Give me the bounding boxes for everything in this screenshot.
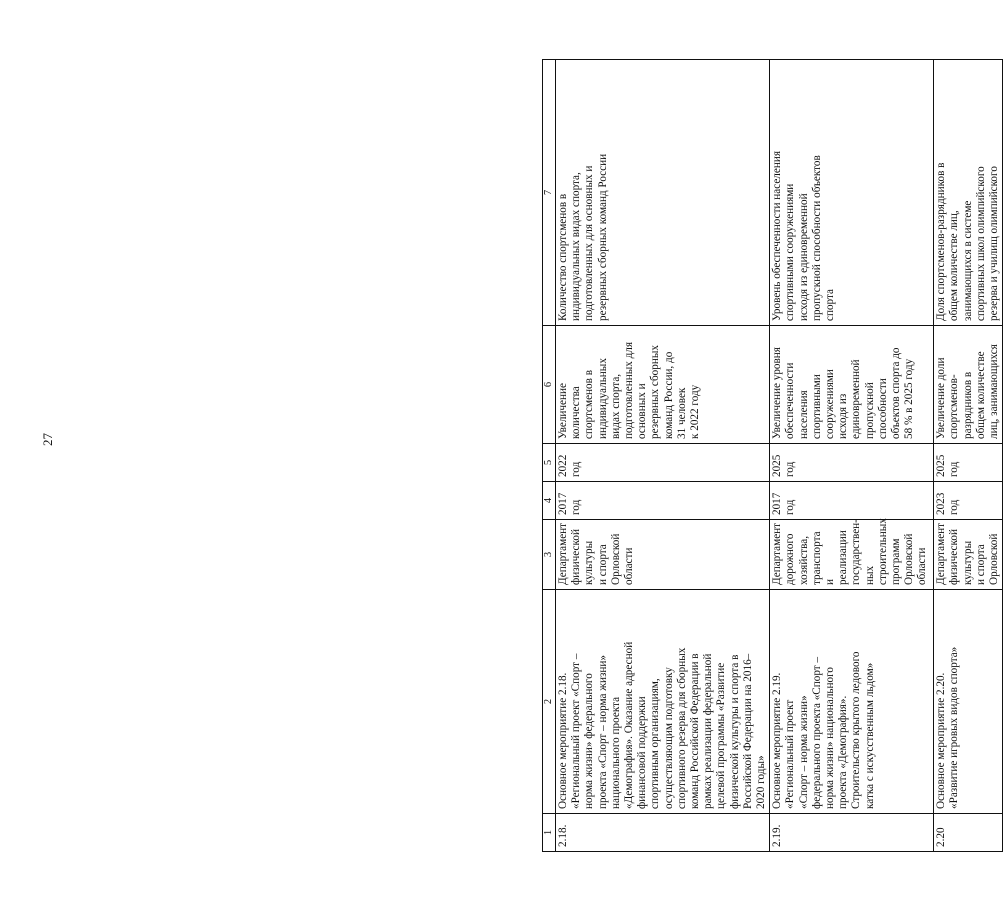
rotated-page: [542, 60, 1001, 852]
program-table: [542, 59, 1003, 852]
measure-name: Основное мероприятие 2.18. «Региональный проект «Спорт – норма жизни» федерального проекта «Спорт – норма жизни» национального проекта «Демография». Оказание адресной финансовой поддержки спортивным организациям, осуществляющим подготовку спортивного резерва для сборных команд Российской Федерации в рамках реализации федеральной целевой программы «Развитие физической культуры и спорта в Российской Федерации на 2016– 2020 годы»: [556, 590, 770, 814]
end-year: 2022 год: [556, 444, 770, 482]
header-cell: 5: [543, 444, 556, 482]
executor: Департамент физической культуры и спорта Орловской области: [556, 520, 770, 590]
row-number: 2.19.: [770, 814, 934, 852]
header-cell: 7: [543, 60, 556, 326]
header-cell: 4: [543, 482, 556, 520]
measure-name: Основное мероприятие 2.19. «Региональный проект «Спорт – норма жизни» федерального проекта «Спорт – норма жизни» национального проекта «Демография». Строительство крытого ледового катка с искусственным льдом»: [770, 590, 934, 814]
end-year: 2025 год: [770, 444, 934, 482]
indicator: Уровень обеспеченности населения спортивными сооружениями исходя из единовременной пропускной способности объектов спорта: [770, 60, 934, 326]
measure-name: Основное мероприятие 2.20. «Развитие игровых видов спорта»: [934, 590, 1003, 814]
header-cell: 3: [543, 520, 556, 590]
row-number: 2.18.: [556, 814, 770, 852]
expected-result: Увеличение количества спортсменов в индивидуальных видах спорта, подготовленных для основных и резервных сборных команд России, до 31 человек к 2022 году: [556, 326, 770, 444]
executor: Департамент дорожного хозяйства, транспорта и реализации государствен- ных строительных программ Орловской области: [770, 520, 934, 590]
indicator: Доля спортсменов-разрядников в общем количестве лиц, занимающихся в системе спортивных школ олимпийского резерва и училищ олимпийского: [934, 60, 1003, 326]
executor: Департамент физической культуры и спорта Орловской: [934, 520, 1003, 590]
start-year: 2023 год: [934, 482, 1003, 520]
header-cell: 2: [543, 590, 556, 814]
expected-result: Увеличение доли спортсменов- разрядников в общем количестве лиц, занимающихся: [934, 326, 1003, 444]
table-row: [556, 60, 770, 852]
page-number: 27: [40, 433, 55, 446]
start-year: 2017 год: [556, 482, 770, 520]
start-year: 2017 год: [770, 482, 934, 520]
header-cell: 6: [543, 326, 556, 444]
row-number: 2.20: [934, 814, 1003, 852]
header-row: [543, 60, 556, 852]
indicator: Количество спортсменов в индивидуальных видах спорта, подготовленных для основных и резервных сборных команд России: [556, 60, 770, 326]
table-row: [770, 60, 934, 852]
table-row: [934, 60, 1003, 852]
expected-result: Увеличение уровня обеспеченности населения спортивными сооружениями исходя из единовременной пропускной способности объектов спорта до 58 % в 2025 году: [770, 326, 934, 444]
end-year: 2025 год: [934, 444, 1003, 482]
header-cell: 1: [543, 814, 556, 852]
